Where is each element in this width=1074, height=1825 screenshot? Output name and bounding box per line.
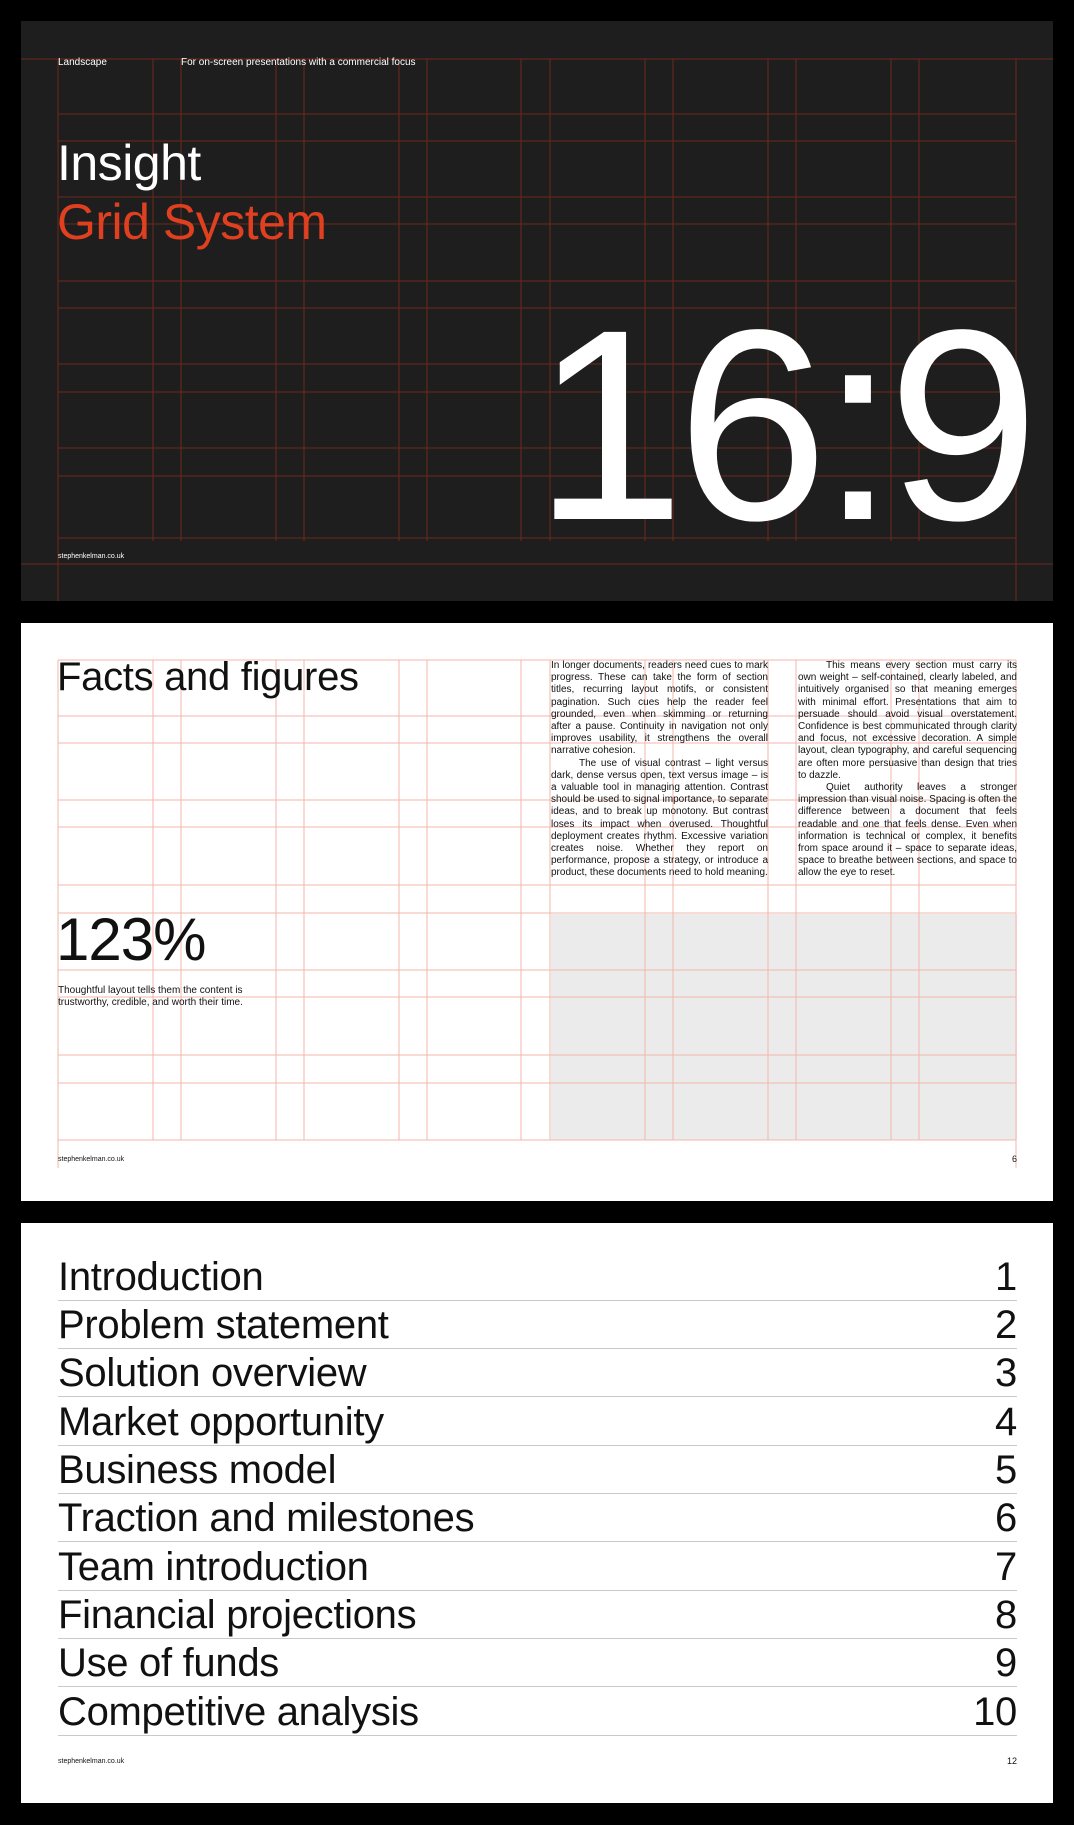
toc-label: Business model bbox=[58, 1448, 337, 1492]
toc-row bbox=[58, 1397, 1017, 1446]
slide-landscape-cover bbox=[21, 21, 1053, 601]
toc-row bbox=[58, 1493, 1017, 1542]
toc-page: 8 bbox=[995, 1593, 1017, 1637]
toc-page: 3 bbox=[995, 1351, 1017, 1395]
toc-label: Team introduction bbox=[58, 1545, 369, 1589]
page-number: 6 bbox=[1011, 1154, 1017, 1164]
toc-row bbox=[58, 1590, 1017, 1639]
toc-page: 1 bbox=[995, 1255, 1017, 1299]
slide-table-of-contents bbox=[21, 1223, 1053, 1803]
title-grid-system: Grid System bbox=[57, 194, 327, 250]
toc-page: 5 bbox=[995, 1448, 1017, 1492]
toc-row bbox=[58, 1687, 1017, 1736]
title-insight: Insight bbox=[57, 135, 201, 191]
toc-label: Financial projections bbox=[58, 1593, 417, 1637]
toc-label: Use of funds bbox=[58, 1641, 279, 1685]
toc-label: Solution overview bbox=[58, 1351, 367, 1395]
toc-row bbox=[58, 1348, 1017, 1397]
toc-row bbox=[58, 1445, 1017, 1494]
toc-label: Market opportunity bbox=[58, 1400, 384, 1444]
toc-page: 2 bbox=[995, 1303, 1017, 1347]
slide-facts-and-figures bbox=[21, 623, 1053, 1201]
column-1-paragraph-1: In longer documents, readers need cues to mark progress. These can take the form of section titles, recurring layout motifs, or consistent pagination. Such cues help the reader feel grounded, even when skimming or returning after a pause. Continuity in navigation not only improves usability, it strengthens the overall narrative cohesion. bbox=[551, 660, 768, 757]
website-url: stephenkelman.co.uk bbox=[58, 1156, 125, 1163]
text-column-2 bbox=[798, 660, 1017, 880]
toc-page: 4 bbox=[995, 1400, 1017, 1444]
toc-label: Traction and milestones bbox=[58, 1496, 475, 1540]
website-url: stephenkelman.co.uk bbox=[58, 1758, 125, 1765]
image-placeholder bbox=[551, 914, 1017, 1140]
toc-label: Introduction bbox=[58, 1255, 264, 1299]
toc-row bbox=[58, 1542, 1017, 1591]
text-column-1 bbox=[551, 660, 768, 880]
toc-label: Problem statement bbox=[58, 1303, 389, 1347]
format-description: For on-screen presentations with a commercial focus bbox=[181, 57, 416, 68]
website-url: stephenkelman.co.uk bbox=[58, 553, 125, 560]
aspect-ratio-display: 16:9 bbox=[533, 273, 1031, 577]
column-1-paragraph-2: The use of visual contrast – light versus dark, dense versus open, text versus image – is a valuable tool in managing attention. Contrast should be used to signal importance, to separate ideas, and to break up monotony. But contrast loses its impact when overused. Thoughtful deployment creates rhythm. Excessive variation creates noise. Whether they report on performance, propose a strategy, or introduce a product, these documents need to hold meaning. bbox=[551, 757, 768, 879]
column-2-paragraph-2: Quiet authority leaves a stronger impression than visual noise. Spacing is often the difference between a document that feels readable and one that feels dense. Even when information is technical or complex, it benefits from space around it – space to separate ideas, space to breathe between sections, and space to allow the eye to reset. bbox=[798, 782, 1018, 879]
page-number: 12 bbox=[1006, 1756, 1017, 1766]
format-label: Landscape bbox=[58, 57, 107, 68]
toc-page: 6 bbox=[995, 1496, 1017, 1540]
column-2-paragraph-1: This means every section must carry its own weight – self-contained, clearly labeled, and intuitively organised so that meaning emerges with minimal effort. Presentations that aim to persuade should avoid visual overstatement. Confidence is best communicated through clarity and focus, not excessive decoration. A simple layout, clean typography, and careful sequencing are often more persuasive than design that tries to dazzle. bbox=[798, 660, 1017, 781]
toc-row bbox=[58, 1638, 1017, 1687]
toc-page: 7 bbox=[995, 1545, 1017, 1589]
toc-page: 9 bbox=[995, 1641, 1017, 1685]
toc-row bbox=[58, 1300, 1017, 1349]
section-heading: Facts and figures bbox=[57, 655, 359, 699]
toc-row bbox=[58, 1252, 1017, 1301]
toc-label: Competitive analysis bbox=[58, 1690, 419, 1734]
stat-caption: Thoughtful layout tells them the content is trustworthy, credible, and worth their time. bbox=[58, 985, 243, 1008]
stat-value: 123% bbox=[56, 906, 206, 973]
toc-page: 10 bbox=[973, 1690, 1017, 1734]
